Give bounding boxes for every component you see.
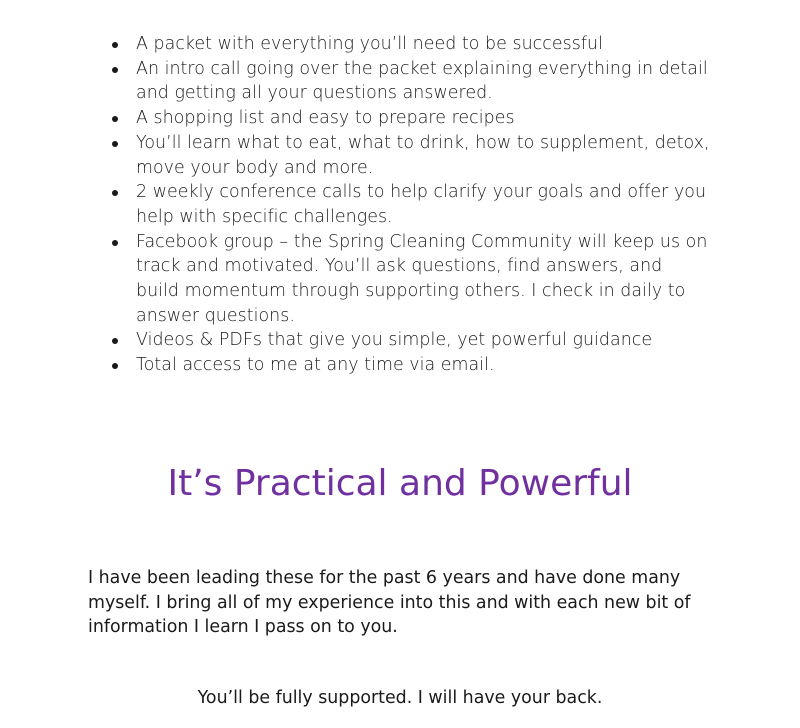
benefits-list (110, 32, 710, 378)
list-item: An intro call going over the packet explaining everything in detail and getting all your questions answered. (110, 57, 710, 106)
section-heading: It’s Practical and Powerful (167, 463, 633, 504)
list-item: A packet with everything you’ll need to be successful (110, 32, 710, 57)
body-paragraph: I have been leading these for the past 6 years and have done many myself. I bring all of my experience into this and with each new bit of information I learn I pass on to you. (88, 568, 691, 638)
list-item: You’ll learn what to eat, what to drink, how to supplement, detox, move your body and more. (110, 131, 710, 180)
list-item: 2 weekly conference calls to help clarify your goals and offer you help with specific challenges. (110, 180, 710, 229)
list-item: Facebook group – the Spring Cleaning Community will keep us on track and motivated. You’ll ask questions, find answers, and build momentum through supporting others. I check in daily to answer questions. (110, 230, 710, 329)
closing-line: You’ll be fully supported. I will have your back. (197, 688, 603, 708)
list-item: Total access to me at any time via email. (110, 353, 710, 378)
list-item: A shopping list and easy to prepare recipes (110, 106, 710, 131)
list-item: Videos & PDFs that give you simple, yet powerful guidance (110, 328, 710, 353)
